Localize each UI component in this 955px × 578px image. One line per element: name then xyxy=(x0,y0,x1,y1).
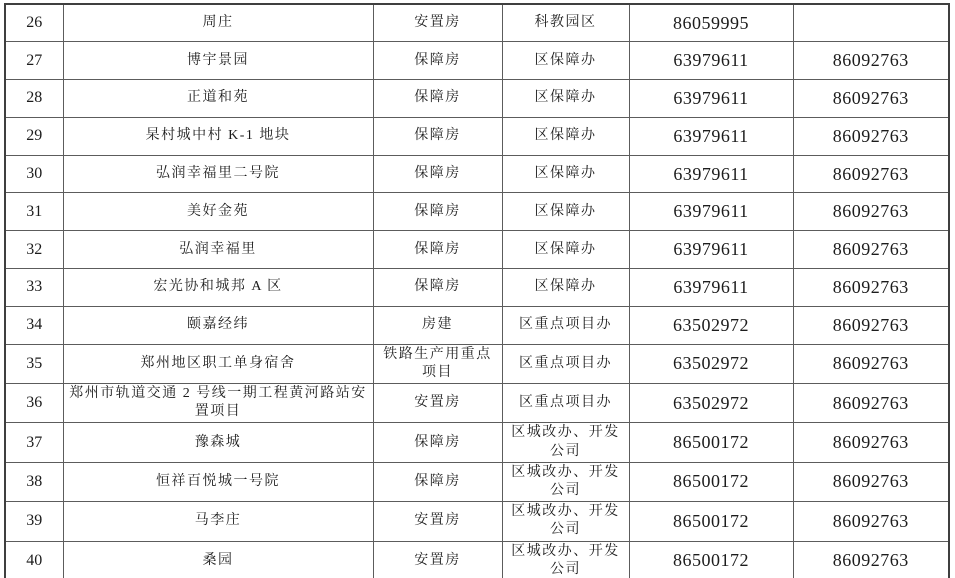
table-row xyxy=(5,423,949,462)
cell-phone-secondary: 86092763 xyxy=(793,42,949,80)
cell-project-type: 安置房 xyxy=(373,541,502,578)
cell-office: 区保障办 xyxy=(502,117,629,155)
cell-row-number: 31 xyxy=(5,193,63,231)
table-row xyxy=(5,344,949,383)
cell-phone-secondary: 86092763 xyxy=(793,423,949,462)
cell-phone-primary: 63979611 xyxy=(629,117,793,155)
cell-office: 区城改办、开发公司 xyxy=(502,541,629,578)
cell-office: 区重点项目办 xyxy=(502,306,629,344)
cell-office: 区城改办、开发公司 xyxy=(502,423,629,462)
cell-project-type: 保障房 xyxy=(373,462,502,501)
cell-project-type: 保障房 xyxy=(373,117,502,155)
cell-project-name: 郑州市轨道交通 2 号线一期工程黄河路站安置项目 xyxy=(63,384,373,423)
cell-phone-primary: 63979611 xyxy=(629,155,793,193)
table-row xyxy=(5,384,949,423)
cell-phone-secondary: 86092763 xyxy=(793,80,949,118)
cell-phone-primary: 86500172 xyxy=(629,462,793,501)
cell-office: 区重点项目办 xyxy=(502,344,629,383)
cell-office: 区保障办 xyxy=(502,193,629,231)
table-row xyxy=(5,42,949,80)
cell-office: 区保障办 xyxy=(502,42,629,80)
cell-phone-secondary: 86092763 xyxy=(793,384,949,423)
cell-office: 区重点项目办 xyxy=(502,384,629,423)
cell-phone-primary: 86500172 xyxy=(629,541,793,578)
table-body xyxy=(5,4,949,578)
cell-phone-primary: 86500172 xyxy=(629,423,793,462)
table-row xyxy=(5,117,949,155)
cell-phone-secondary: 86092763 xyxy=(793,502,949,541)
cell-phone-primary: 63979611 xyxy=(629,193,793,231)
cell-office: 区保障办 xyxy=(502,231,629,269)
cell-office: 区保障办 xyxy=(502,155,629,193)
table-row xyxy=(5,541,949,578)
cell-project-type: 房建 xyxy=(373,306,502,344)
cell-row-number: 34 xyxy=(5,306,63,344)
cell-phone-secondary xyxy=(793,4,949,42)
cell-office: 区保障办 xyxy=(502,80,629,118)
cell-phone-secondary: 86092763 xyxy=(793,193,949,231)
cell-phone-primary: 63502972 xyxy=(629,344,793,383)
cell-phone-secondary: 86092763 xyxy=(793,231,949,269)
cell-phone-secondary: 86092763 xyxy=(793,541,949,578)
table-row xyxy=(5,80,949,118)
table-row xyxy=(5,269,949,307)
cell-row-number: 36 xyxy=(5,384,63,423)
cell-office: 区城改办、开发公司 xyxy=(502,462,629,501)
cell-project-name: 马李庄 xyxy=(63,502,373,541)
cell-project-name: 豫森城 xyxy=(63,423,373,462)
cell-row-number: 37 xyxy=(5,423,63,462)
table-row xyxy=(5,155,949,193)
cell-row-number: 40 xyxy=(5,541,63,578)
cell-project-name: 桑园 xyxy=(63,541,373,578)
cell-row-number: 26 xyxy=(5,4,63,42)
table-row xyxy=(5,502,949,541)
cell-project-type: 保障房 xyxy=(373,193,502,231)
cell-project-name: 正道和苑 xyxy=(63,80,373,118)
cell-project-name: 周庄 xyxy=(63,4,373,42)
cell-phone-primary: 86500172 xyxy=(629,502,793,541)
cell-phone-secondary: 86092763 xyxy=(793,306,949,344)
cell-project-type: 保障房 xyxy=(373,42,502,80)
cell-row-number: 32 xyxy=(5,231,63,269)
cell-project-name: 宏光协和城邦 A 区 xyxy=(63,269,373,307)
cell-phone-primary: 63979611 xyxy=(629,42,793,80)
table-row xyxy=(5,193,949,231)
cell-project-type: 铁路生产用重点项目 xyxy=(373,344,502,383)
cell-phone-secondary: 86092763 xyxy=(793,344,949,383)
cell-project-type: 安置房 xyxy=(373,502,502,541)
cell-phone-primary: 63502972 xyxy=(629,384,793,423)
cell-project-name: 弘润幸福里二号院 xyxy=(63,155,373,193)
cell-project-name: 美好金苑 xyxy=(63,193,373,231)
table-row xyxy=(5,306,949,344)
cell-project-name: 博宇景园 xyxy=(63,42,373,80)
cell-phone-secondary: 86092763 xyxy=(793,269,949,307)
cell-project-type: 保障房 xyxy=(373,269,502,307)
cell-project-type: 保障房 xyxy=(373,80,502,118)
cell-project-type: 安置房 xyxy=(373,384,502,423)
cell-row-number: 27 xyxy=(5,42,63,80)
cell-row-number: 30 xyxy=(5,155,63,193)
cell-row-number: 29 xyxy=(5,117,63,155)
cell-office: 区城改办、开发公司 xyxy=(502,502,629,541)
cell-project-type: 保障房 xyxy=(373,423,502,462)
table-row xyxy=(5,462,949,501)
cell-project-name: 杲村城中村 K-1 地块 xyxy=(63,117,373,155)
table-row xyxy=(5,231,949,269)
cell-row-number: 33 xyxy=(5,269,63,307)
cell-project-type: 保障房 xyxy=(373,155,502,193)
cell-project-name: 恒祥百悦城一号院 xyxy=(63,462,373,501)
project-contact-table xyxy=(4,3,950,578)
cell-phone-primary: 63979611 xyxy=(629,80,793,118)
cell-project-type: 安置房 xyxy=(373,4,502,42)
cell-phone-primary: 63979611 xyxy=(629,231,793,269)
cell-phone-secondary: 86092763 xyxy=(793,117,949,155)
cell-phone-primary: 63502972 xyxy=(629,306,793,344)
cell-row-number: 38 xyxy=(5,462,63,501)
cell-project-name: 郑州地区职工单身宿舍 xyxy=(63,344,373,383)
cell-office: 科教园区 xyxy=(502,4,629,42)
cell-phone-primary: 63979611 xyxy=(629,269,793,307)
cell-row-number: 35 xyxy=(5,344,63,383)
table-row xyxy=(5,4,949,42)
cell-project-type: 保障房 xyxy=(373,231,502,269)
cell-row-number: 28 xyxy=(5,80,63,118)
cell-phone-secondary: 86092763 xyxy=(793,462,949,501)
cell-project-name: 弘润幸福里 xyxy=(63,231,373,269)
cell-phone-primary: 86059995 xyxy=(629,4,793,42)
cell-office: 区保障办 xyxy=(502,269,629,307)
cell-row-number: 39 xyxy=(5,502,63,541)
cell-project-name: 颐嘉经纬 xyxy=(63,306,373,344)
cell-phone-secondary: 86092763 xyxy=(793,155,949,193)
